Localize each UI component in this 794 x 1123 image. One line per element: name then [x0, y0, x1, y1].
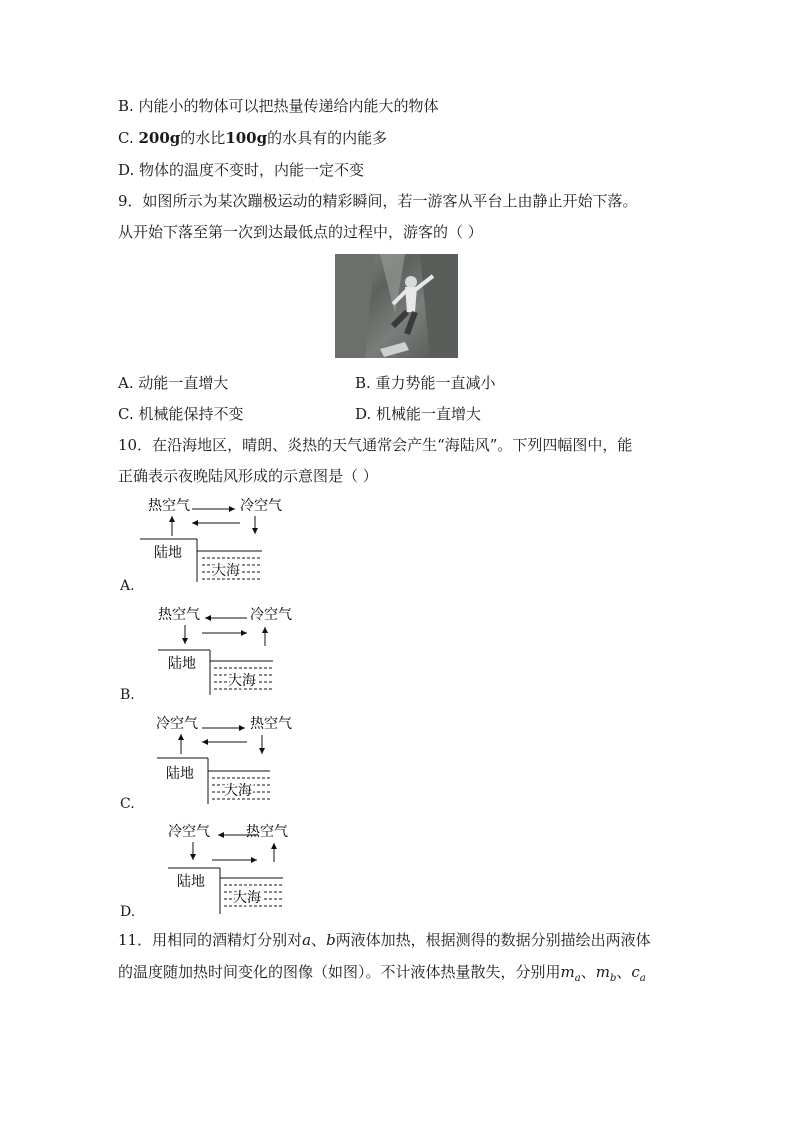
option-c-text1: 的水比 — [180, 129, 226, 147]
var-c-a: c — [631, 963, 640, 981]
question-9-option-d: D. 机械能一直增大 — [355, 405, 482, 423]
diagram-d-right-label: 热空气 — [246, 824, 288, 840]
diagram-b-right-label: 冷空气 — [250, 607, 292, 623]
q11-sep: 、 — [311, 931, 327, 949]
diagram-c-letter: C. — [120, 796, 135, 812]
diagram-b-sea-label: 大海 — [228, 673, 256, 689]
diagram-d-letter: D. — [120, 904, 136, 920]
diagram-b — [150, 603, 310, 695]
option-b-prev: B. 内能小的物体可以把热量传递给内能大的物体 — [118, 97, 439, 115]
question-10-line2: 正确表示夜晚陆风形成的示意图是（ ） — [118, 467, 378, 485]
diagram-b-land-label: 陆地 — [168, 656, 196, 672]
q11-sep2: 、 — [580, 963, 596, 981]
question-9-line1: 9．如图所示为某次蹦极运动的精彩瞬间，若一游客从平台上由静止开始下落。 — [118, 192, 638, 210]
diagram-d-land-label: 陆地 — [177, 874, 205, 890]
question-11-line2 — [118, 962, 646, 989]
option-c-prev — [118, 128, 387, 148]
diagram-a — [140, 494, 300, 584]
mass-100g: 100g — [225, 129, 268, 147]
mass-200g: 200g — [138, 129, 181, 147]
diagram-c — [150, 712, 310, 804]
diagram-a-left-label: 热空气 — [148, 498, 190, 514]
var-b: b — [326, 931, 336, 949]
var-a: a — [302, 931, 312, 949]
diagram-c-sea-label: 大海 — [224, 783, 252, 799]
question-11-line1 — [118, 930, 651, 950]
var-m-b: m — [595, 963, 610, 981]
diagram-d — [160, 820, 320, 914]
option-d-prev: D. 物体的温度不变时，内能一定不变 — [118, 161, 365, 179]
diagram-c-left-label: 冷空气 — [156, 716, 198, 732]
question-9-option-b: B. 重力势能一直减小 — [355, 374, 496, 392]
sub-a-2: a — [639, 973, 646, 984]
question-9-line2: 从开始下落至第一次到达最低点的过程中，游客的（ ） — [118, 223, 483, 241]
diagram-b-left-label: 热空气 — [158, 607, 200, 623]
q11-text1: 11．用相同的酒精灯分别对 — [118, 931, 303, 949]
q11-text2: 两液体加热，根据测得的数据分别描绘出两液体 — [335, 931, 651, 949]
diagram-d-left-label: 冷空气 — [168, 824, 210, 840]
question-9-option-a: A. 动能一直增大 — [118, 374, 229, 392]
sub-a-1: a — [574, 973, 581, 984]
question-10-line1: 10．在沿海地区，晴朗、炎热的天气通常会产生“海陆风”。下列四幅图中，能 — [118, 436, 633, 454]
option-c-text2: 的水具有的内能多 — [267, 129, 388, 147]
option-c-prefix: C. — [118, 129, 139, 147]
var-m-a: m — [560, 963, 575, 981]
diagram-a-right-label: 冷空气 — [240, 498, 282, 514]
q11-sep3: 、 — [616, 963, 632, 981]
sub-b: b — [609, 973, 617, 984]
bungee-jump-photo — [335, 254, 458, 358]
q11-text3: 的温度随加热时间变化的图像（如图）。不计液体热量散失，分别用 — [118, 963, 561, 981]
diagram-b-letter: B. — [120, 687, 135, 703]
diagram-a-sea-label: 大海 — [212, 563, 240, 579]
question-9-option-c: C. 机械能保持不变 — [118, 405, 244, 423]
diagram-a-letter: A. — [120, 578, 135, 594]
diagram-d-sea-label: 大海 — [233, 890, 261, 906]
diagram-c-right-label: 热空气 — [250, 716, 292, 732]
diagram-a-land-label: 陆地 — [154, 545, 182, 561]
diagram-c-land-label: 陆地 — [166, 766, 194, 782]
